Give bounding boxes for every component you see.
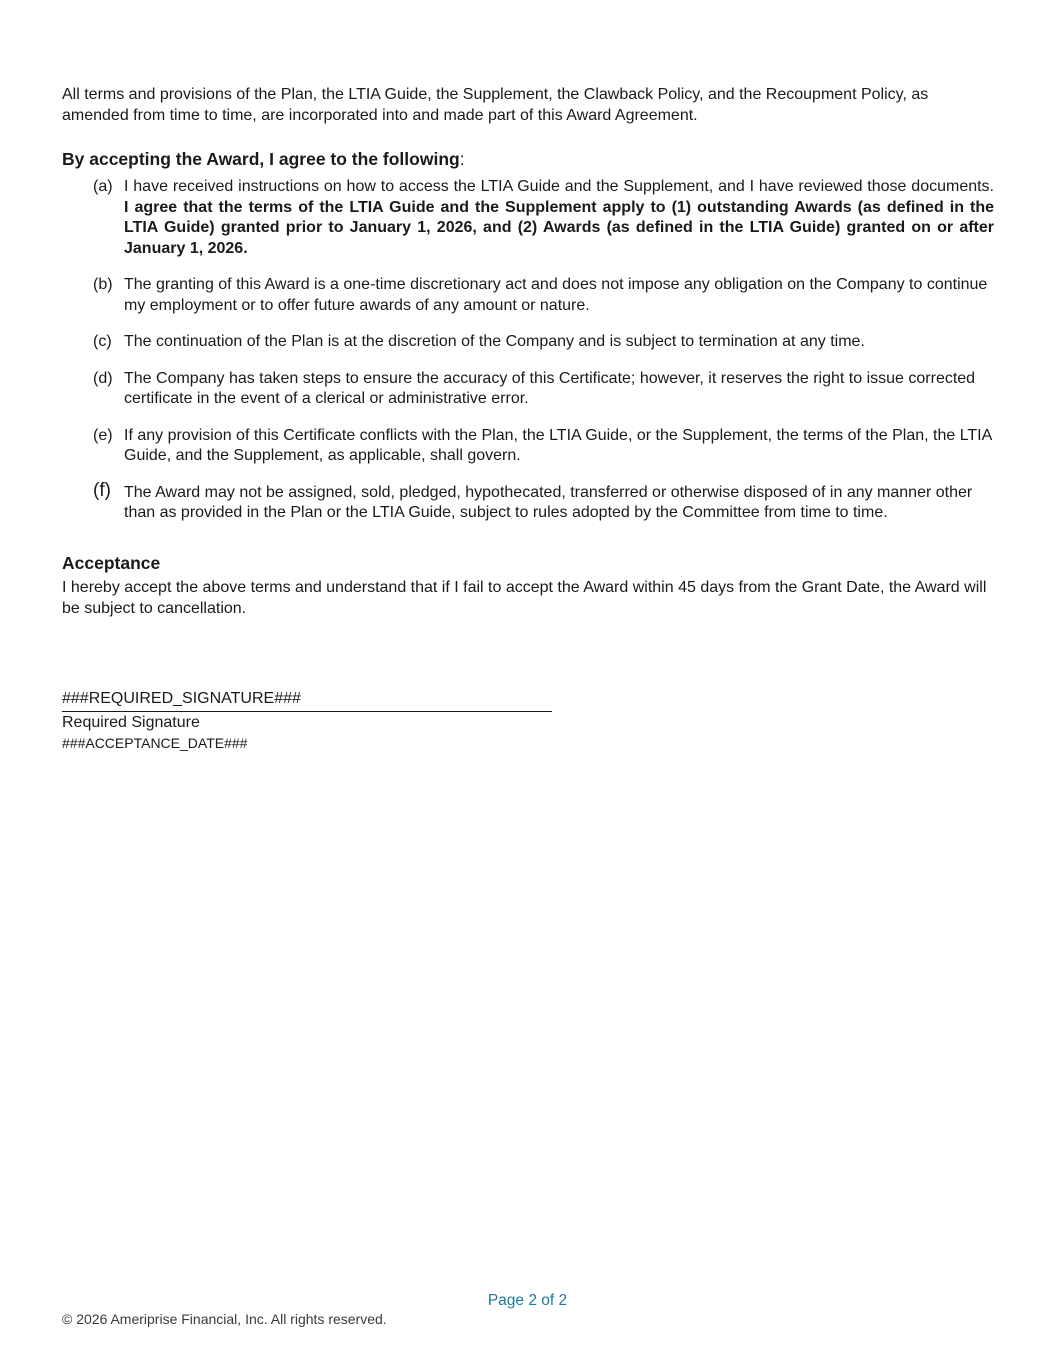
- signature-label: Required Signature: [62, 714, 200, 731]
- term-marker: (c): [93, 333, 112, 350]
- acceptance-text: I hereby accept the above terms and understand that if I fail to accept the Award within 45 days from the Grant Date, the Award will be subject to cancellation.: [62, 578, 987, 617]
- term-text: The Award may not be assigned, sold, pledged, hypothecated, transferred or otherwise disposed of in any manner other than as provided in the Plan or the LTIA Guide, subject to rules adopted by the Committee from time to time.: [124, 483, 973, 521]
- acceptance-heading: Acceptance: [62, 552, 161, 573]
- agreement-heading-colon: :: [459, 149, 465, 169]
- document-body: [62, 84, 994, 619]
- term-item-e: [62, 426, 994, 467]
- agreement-heading-text: By accepting the Award, I agree to the following: [62, 149, 460, 169]
- term-item-a: [62, 177, 994, 259]
- term-text: I have received instructions on how to access the LTIA Guide and the Supplement, and I have reviewed those documents.: [124, 178, 994, 195]
- term-marker: (f): [93, 479, 111, 501]
- page-number: Page 2 of 2: [487, 1292, 568, 1309]
- term-item-b: [62, 275, 994, 316]
- term-bold-text: I agree that the terms of the LTIA Guide and the Supplement apply to (1) outstanding Awards (as defined in the LTIA Guide) granted prior to January 1, 2026, and (2) Awards (as defined in the LTIA Guide) granted on or after January 1, 2026.: [124, 198, 994, 257]
- term-text: If any provision of this Certificate conflicts with the Plan, the LTIA Guide, or the Supplement, the terms of the Plan, the LTIA Guide, and the Supplement, as applicable, shall govern.: [124, 426, 992, 464]
- term-text: The granting of this Award is a one-time discretionary act and does not impose any obligation on the Company to continue my employment or to offer future awards of any amount or nature.: [124, 276, 988, 314]
- term-item-d: [62, 369, 994, 410]
- term-marker: (b): [93, 276, 113, 293]
- signature-block: [62, 688, 552, 753]
- agreement-heading: [62, 148, 994, 171]
- term-text: The continuation of the Plan is at the discretion of the Company and is subject to termination at any time.: [124, 333, 865, 350]
- acceptance-date-field: ###ACCEPTANCE_DATE###: [62, 735, 248, 751]
- term-item-f: [62, 479, 994, 524]
- term-marker: (a): [93, 178, 113, 195]
- term-marker: (d): [93, 369, 113, 387]
- signature-field[interactable]: ###REQUIRED_SIGNATURE###: [62, 688, 552, 712]
- term-marker: (e): [93, 426, 113, 444]
- terms-list: [62, 177, 994, 524]
- term-text: The Company has taken steps to ensure the accuracy of this Certificate; however, it reserves the right to issue corrected certificate in the event of a clerical or administrative error.: [124, 369, 976, 407]
- copyright-notice: © 2026 Ameriprise Financial, Inc. All rights reserved.: [62, 1311, 387, 1327]
- term-item-c: [62, 332, 994, 353]
- intro-paragraph: All terms and provisions of the Plan, the LTIA Guide, the Supplement, the Clawback Policy, and the Recoupment Policy, as amended from time to time, are incorporated into and made part of this Award Agreement.: [62, 86, 929, 124]
